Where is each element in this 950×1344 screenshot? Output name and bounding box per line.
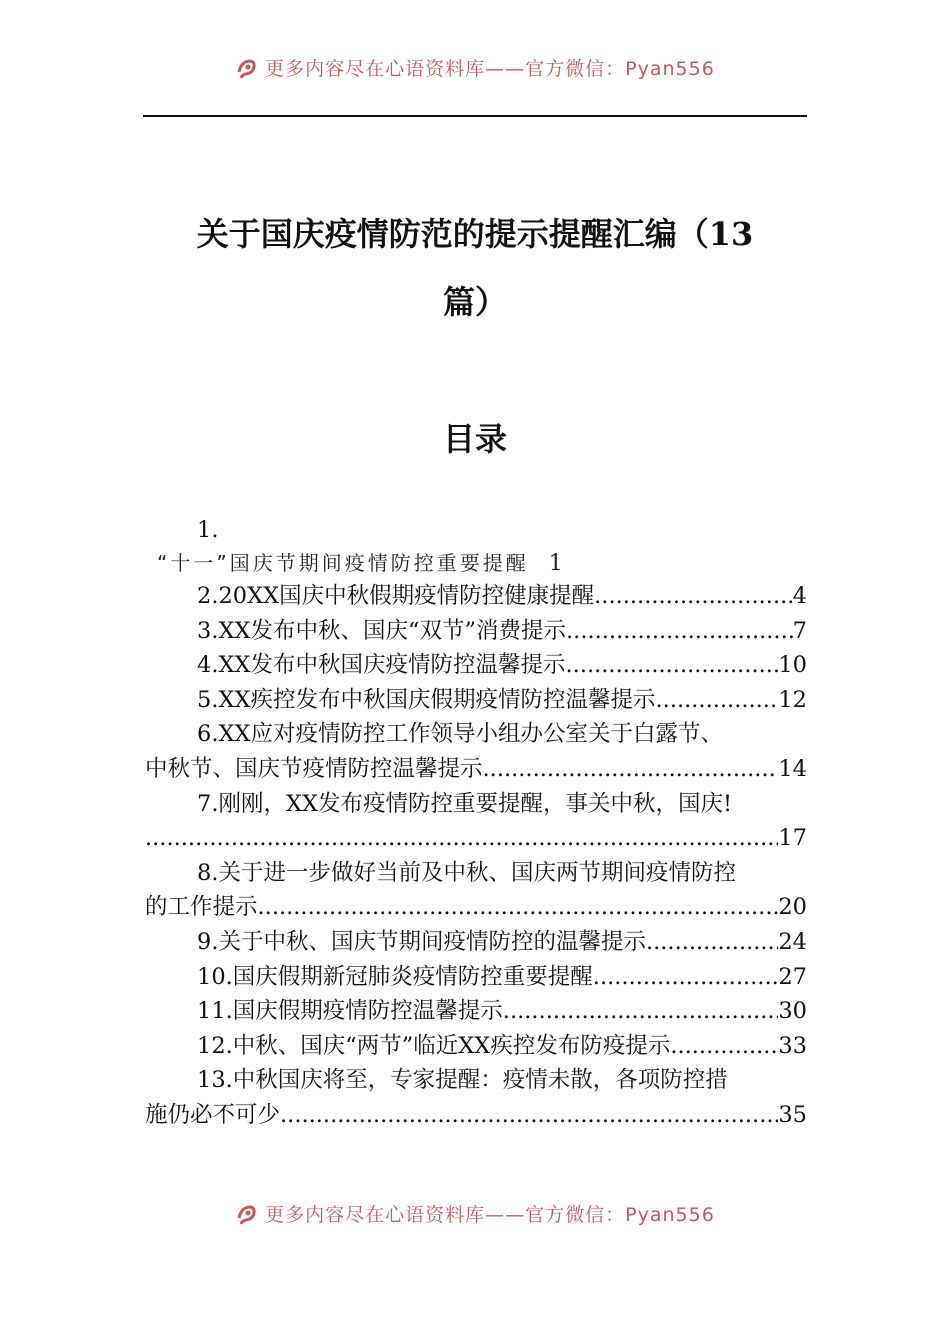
toc-leader — [593, 960, 779, 995]
toc-leader — [145, 821, 778, 856]
table-of-contents — [145, 512, 807, 1133]
title-line-2: 篇） — [442, 283, 507, 321]
toc-item-text: 4.XX发布中秋国庆疫情防控温馨提示 — [197, 652, 566, 679]
toc-item-text-cont: 的工作提示 — [145, 894, 258, 921]
document-title — [143, 200, 807, 336]
toc-leader — [503, 994, 779, 1029]
toc-item-page: 30 — [778, 998, 807, 1025]
toc-leader — [594, 579, 793, 614]
toc-heading: 目录 — [442, 420, 507, 458]
toc-item-text: 6.XX应对疫情防控工作领导小组办公室关于白露节、 — [197, 721, 724, 748]
toc-item-12[interactable] — [145, 1029, 807, 1064]
xinyu-logo-icon — [235, 1202, 259, 1226]
toc-leader — [670, 1029, 778, 1064]
toc-item-page: 35 — [778, 1101, 807, 1128]
toc-leader — [656, 683, 779, 718]
toc-item-5[interactable] — [145, 683, 807, 718]
toc-item-text-cont: 施仍必不可少 — [145, 1101, 281, 1128]
toc-item-4[interactable] — [145, 648, 807, 683]
toc-item-page: 20 — [778, 894, 807, 921]
toc-item-8[interactable] — [145, 856, 807, 925]
header-banner — [0, 48, 950, 84]
toc-leader — [258, 890, 779, 925]
toc-leader — [646, 925, 778, 960]
toc-item-7[interactable] — [145, 787, 807, 856]
toc-item-page: 17 — [778, 825, 807, 852]
toc-item-11[interactable] — [145, 994, 807, 1029]
header-banner-text: 更多内容尽在心语资料库——官方微信：Pyan556 — [265, 58, 715, 80]
toc-leader — [280, 1098, 778, 1133]
toc-item-text: 5.XX疾控发布中秋国庆假期疫情防控温馨提示 — [197, 686, 656, 713]
toc-item-page: 24 — [778, 928, 807, 955]
toc-item-text: 10.国庆假期新冠肺炎疫情防控重要提醒 — [197, 963, 593, 990]
toc-item-number: 1. — [197, 517, 219, 543]
toc-leader — [566, 648, 779, 683]
toc-item-page: 12 — [778, 686, 807, 713]
toc-item-text: 13.中秋国庆将至，专家提醒：疫情未散，各项防控措 — [197, 1067, 728, 1094]
toc-item-1[interactable] — [145, 512, 807, 579]
title-line-1: 关于国庆疫情防范的提示提醒汇编（13 — [196, 215, 754, 253]
toc-leader — [483, 752, 779, 787]
toc-item-page: 14 — [778, 755, 807, 782]
toc-item-text: 7.刚刚，XX发布疫情防控重要提醒，事关中秋，国庆! — [197, 790, 733, 817]
toc-item-page: 1 — [548, 551, 563, 576]
toc-item-text: 3.XX发布中秋、国庆“双节”消费提示 — [197, 617, 567, 644]
toc-item-page: 27 — [778, 963, 807, 990]
toc-item-text: 12.中秋、国庆“两节”临近XX疾控发布防疫提示 — [197, 1032, 671, 1059]
toc-item-text-cont: 中秋节、国庆节疫情防控温馨提示 — [145, 755, 483, 782]
toc-item-2[interactable] — [145, 579, 807, 614]
toc-item-line — [145, 548, 807, 579]
toc-item-6[interactable] — [145, 717, 807, 786]
toc-item-10[interactable] — [145, 960, 807, 995]
xinyu-logo-icon — [235, 56, 259, 80]
toc-leader — [566, 614, 793, 649]
toc-item-page: 4 — [792, 583, 807, 609]
toc-item-text: “十一”国庆节期间疫情防控重要提醒 — [157, 551, 529, 575]
toc-item-13[interactable] — [145, 1063, 807, 1132]
toc-item-page: 7 — [792, 617, 807, 644]
footer-banner — [0, 1200, 950, 1236]
toc-item-text: 2.20XX国庆中秋假期疫情防控健康提醒 — [197, 583, 595, 609]
footer-banner-text: 更多内容尽在心语资料库——官方微信：Pyan556 — [265, 1204, 715, 1226]
header-rule — [143, 115, 807, 117]
toc-item-page: 33 — [778, 1032, 807, 1059]
toc-item-9[interactable] — [145, 925, 807, 960]
toc-item-text: 8.关于进一步做好当前及中秋、国庆两节期间疫情防控 — [197, 859, 736, 886]
toc-item-page: 10 — [778, 652, 807, 679]
toc-item-text: 9.关于中秋、国庆节期间疫情防控的温馨提示 — [197, 928, 646, 955]
toc-item-text: 11.国庆假期疫情防控温馨提示 — [197, 998, 503, 1025]
toc-item-3[interactable] — [145, 614, 807, 649]
